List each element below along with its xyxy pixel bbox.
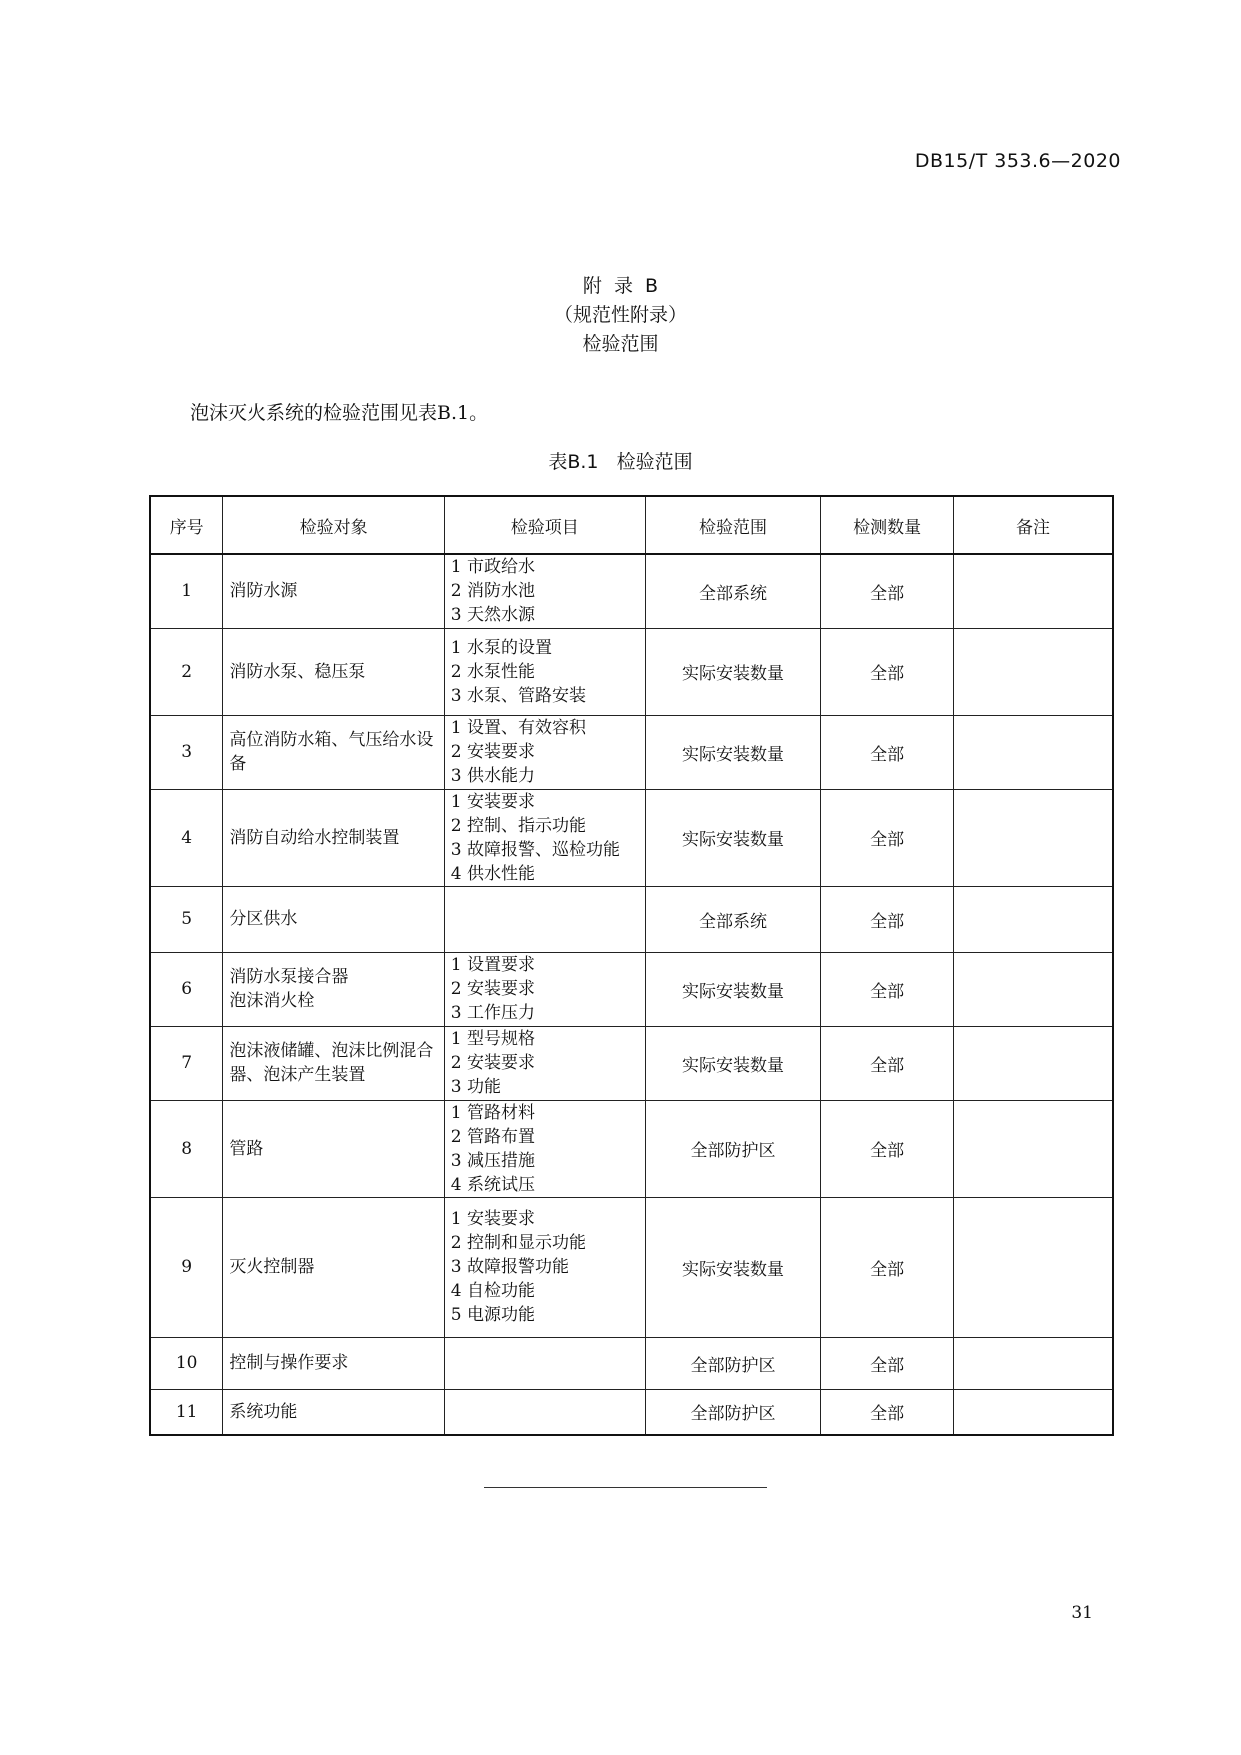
inspection-object: 分区供水 [223,886,444,952]
row-number: 1 [150,554,223,628]
inspection-object: 管路 [223,1100,444,1197]
inspection-scope: 实际安装数量 [645,628,821,715]
inspection-scope: 全部系统 [645,554,821,628]
row-number: 2 [150,628,223,715]
inspection-quantity: 全部 [821,789,954,886]
inspection-item: 3 故障报警、巡检功能 [450,839,621,860]
inspection-object: 消防水泵接合器 泡沫消火栓 [223,952,444,1026]
table-row [150,789,1113,886]
inspection-item: 3 供水能力 [450,766,536,786]
table-row [150,1337,1113,1389]
row-number: 4 [150,789,223,886]
header-remark: 备注 [953,496,1113,554]
inspection-item: 3 功能 [450,1077,502,1097]
row-number: 10 [150,1337,223,1389]
table-caption: 表B.1 检验范围 [548,451,693,473]
inspection-scope-table [149,495,1114,1436]
inspection-object: 高位消防水箱、气压给水设备 [223,715,444,789]
inspection-item: 2 安装要求 [450,1053,536,1073]
inspection-quantity: 全部 [821,1389,954,1435]
inspection-item: 3 故障报警功能 [450,1257,570,1277]
inspection-item: 1 设置、有效容积 [450,718,587,738]
inspection-item: 2 安装要求 [450,979,536,999]
inspection-quantity: 全部 [821,554,954,628]
row-number: 11 [150,1389,223,1435]
inspection-quantity: 全部 [821,952,954,1026]
inspection-object: 灭火控制器 [223,1197,444,1337]
row-number: 9 [150,1197,223,1337]
remark [953,1337,1113,1389]
inspection-item: 2 水泵性能 [450,661,536,682]
inspection-item: 4 系统试压 [450,1174,536,1195]
remark [953,1389,1113,1435]
table-row [150,1389,1113,1435]
inspection-scope: 实际安装数量 [645,1026,821,1100]
inspection-item: 2 控制、指示功能 [450,815,587,836]
inspection-item: 1 管路材料 [450,1102,536,1123]
inspection-object: 消防水源 [223,554,444,628]
standard-code: DB15/T 353.6—2020 [914,150,1121,172]
inspection-scope: 实际安装数量 [645,1197,821,1337]
row-number: 6 [150,952,223,1026]
inspection-scope: 实际安装数量 [645,952,821,1026]
remark [953,952,1113,1026]
inspection-item: 3 水泵、管路安装 [450,685,587,706]
inspection-scope: 实际安装数量 [645,715,821,789]
inspection-object: 系统功能 [223,1389,444,1435]
header-no: 序号 [150,496,223,554]
appendix-label: 附 录 B [582,275,659,297]
inspection-object: 消防自动给水控制装置 [223,789,444,886]
inspection-quantity: 全部 [821,628,954,715]
remark [953,1026,1113,1100]
inspection-item: 1 安装要求 [450,1209,536,1229]
row-number: 5 [150,886,223,952]
page-number: 31 [1071,1603,1093,1623]
inspection-quantity: 全部 [821,1026,954,1100]
inspection-item: 1 设置要求 [450,955,536,975]
inspection-scope: 全部系统 [645,886,821,952]
table-row [150,1026,1113,1100]
remark [953,715,1113,789]
appendix-heading [0,272,1241,359]
inspection-item: 3 天然水源 [450,605,536,626]
table-row [150,554,1113,628]
table-row [150,952,1113,1026]
table-row [150,886,1113,952]
inspection-item: 2 消防水池 [450,581,536,602]
remark [953,628,1113,715]
inspection-items [444,628,645,715]
inspection-object: 消防水泵、稳压泵 [223,628,444,715]
inspection-object: 控制与操作要求 [223,1337,444,1389]
inspection-item: 5 电源功能 [450,1305,536,1325]
inspection-items [444,1026,645,1100]
header-items: 检验项目 [444,496,645,554]
inspection-item: 1 水泵的设置 [450,637,553,658]
table-header-row [150,496,1113,554]
intro-paragraph: 泡沫灭火系统的检验范围见表B.1。 [190,402,489,424]
inspection-scope: 全部防护区 [645,1100,821,1197]
table-body [150,554,1113,1435]
row-number: 8 [150,1100,223,1197]
header-scope: 检验范围 [645,496,821,554]
inspection-items [444,1389,645,1435]
inspection-scope: 全部防护区 [645,1337,821,1389]
inspection-item: 1 安装要求 [450,791,536,812]
inspection-item: 2 控制和显示功能 [450,1233,587,1253]
appendix-name: 检验范围 [582,333,659,355]
inspection-items [444,1100,645,1197]
inspection-quantity: 全部 [821,1197,954,1337]
inspection-items [444,1337,645,1389]
appendix-nature: （规范性附录） [553,304,687,326]
inspection-item: 2 安装要求 [450,742,536,762]
inspection-item: 3 工作压力 [450,1003,536,1023]
end-rule [484,1487,767,1488]
header-object: 检验对象 [223,496,444,554]
inspection-items [444,715,645,789]
remark [953,789,1113,886]
inspection-scope: 全部防护区 [645,1389,821,1435]
inspection-item: 2 管路布置 [450,1126,536,1147]
remark [953,554,1113,628]
remark [953,1100,1113,1197]
inspection-item: 1 市政给水 [450,557,536,578]
inspection-quantity: 全部 [821,1100,954,1197]
inspection-items [444,886,645,952]
inspection-object: 泡沫液储罐、泡沫比例混合器、泡沫产生装置 [223,1026,444,1100]
row-number: 7 [150,1026,223,1100]
table-row [150,1100,1113,1197]
row-number: 3 [150,715,223,789]
inspection-item: 1 型号规格 [450,1029,536,1049]
inspection-quantity: 全部 [821,886,954,952]
table-row [150,1197,1113,1337]
header-quantity: 检测数量 [821,496,954,554]
remark [953,886,1113,952]
remark [953,1197,1113,1337]
table-row [150,628,1113,715]
inspection-item: 4 自检功能 [450,1281,536,1301]
inspection-quantity: 全部 [821,715,954,789]
inspection-items [444,952,645,1026]
inspection-item: 4 供水性能 [450,863,536,884]
inspection-quantity: 全部 [821,1337,954,1389]
inspection-items [444,1197,645,1337]
inspection-items [444,554,645,628]
table-row [150,715,1113,789]
inspection-item: 3 减压措施 [450,1150,536,1171]
inspection-items [444,789,645,886]
inspection-scope: 实际安装数量 [645,789,821,886]
